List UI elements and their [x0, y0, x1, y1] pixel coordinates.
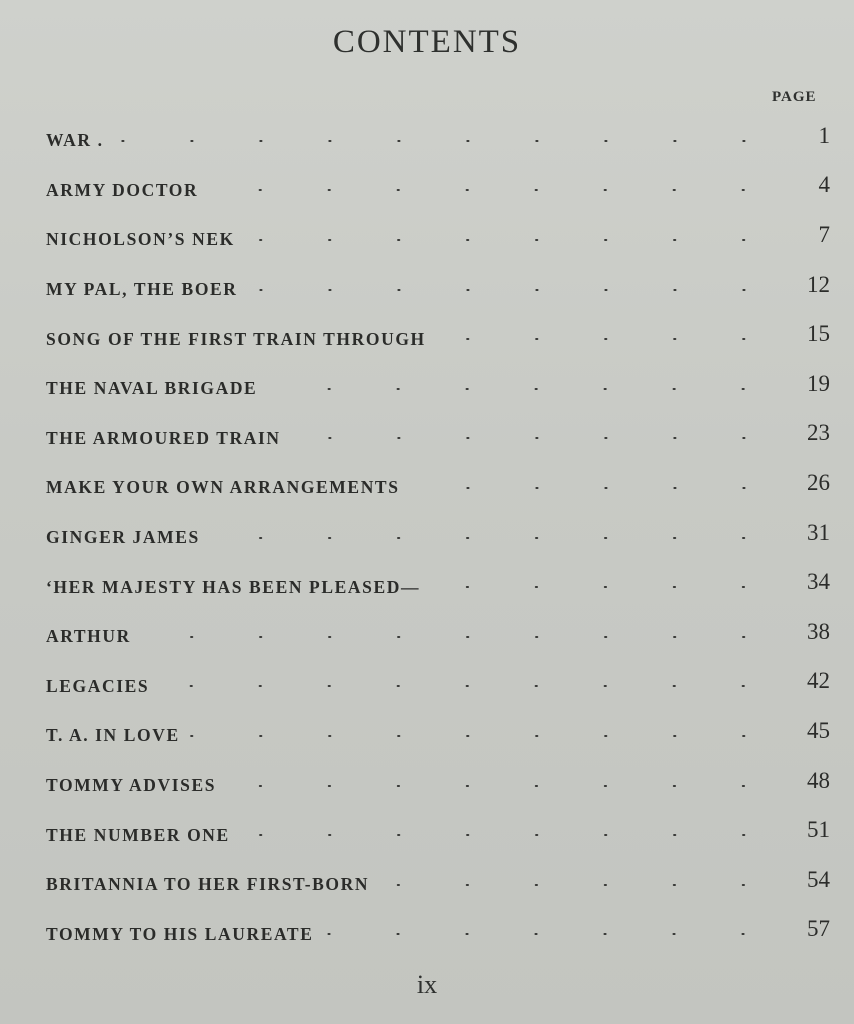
toc-entry [46, 513, 830, 563]
toc-entry [46, 265, 830, 315]
toc-entry-title: NICHOLSON’S NEK [46, 229, 235, 250]
toc-entry-page: 23 [807, 420, 830, 446]
toc-entry-title: ARMY DOCTOR [46, 179, 199, 200]
toc-entry [46, 116, 830, 166]
toc-entry [46, 662, 830, 712]
toc-entry-title: THE NAVAL BRIGADE [46, 378, 258, 399]
toc-entry [46, 612, 830, 662]
toc-entry-page: 57 [807, 916, 830, 942]
toc-entry-title: ‘HER MAJESTY HAS BEEN PLEASED— [46, 576, 421, 597]
toc-entry [46, 414, 830, 464]
toc-entry-title: THE ARMOURED TRAIN [46, 427, 281, 448]
toc-entry-page: 51 [807, 817, 830, 843]
dot-leader [267, 388, 778, 390]
toc-entry-title: TOMMY TO HIS LAUREATE [46, 923, 314, 944]
dot-leader [248, 289, 778, 291]
page-number-folio: ix [416, 970, 438, 999]
toc-entry-page: 7 [818, 221, 830, 247]
toc-entry-page: 1 [818, 122, 830, 148]
dot-leader [323, 933, 778, 935]
toc-entry-page: 4 [818, 172, 830, 198]
dot-leader [190, 735, 778, 737]
toc-entry [46, 761, 830, 811]
toc-entry-title: MY PAL, THE BOER [46, 279, 238, 300]
dot-leader [379, 884, 778, 886]
toc-entry-page: 26 [807, 469, 830, 495]
dot-leader [226, 785, 778, 787]
toc-entry-title: ARTHUR [46, 626, 131, 647]
toc-entry-page: 54 [807, 866, 830, 892]
toc-entry-page: 15 [807, 321, 830, 347]
dot-leader [436, 338, 778, 340]
dot-leader [210, 537, 778, 539]
toc-entry-page: 38 [807, 618, 830, 644]
toc-entry-page: 34 [807, 569, 830, 595]
toc-entry [46, 711, 830, 761]
toc-entry-page: 31 [807, 519, 830, 545]
toc-entry [46, 215, 830, 265]
page-title: CONTENTS [332, 24, 522, 60]
toc-entry-title: TOMMY ADVISES [46, 775, 217, 796]
toc-entry-title: GINGER JAMES [46, 527, 200, 548]
toc-entry [46, 364, 830, 414]
toc-entry-title: THE NUMBER ONE [46, 824, 230, 845]
toc-entry-title: WAR . [46, 130, 104, 151]
page-column-label: PAGE [772, 89, 817, 105]
toc-entry [46, 860, 830, 910]
toc-entry-title: LEGACIES [46, 675, 150, 696]
dot-leader [291, 437, 778, 439]
toc-entry [46, 910, 830, 960]
toc-entry-title: MAKE YOUR OWN ARRANGEMENTS [46, 477, 400, 498]
dot-leader [114, 140, 778, 142]
toc-entry [46, 463, 830, 513]
toc-entry [46, 810, 830, 860]
toc-entry-page: 12 [807, 271, 830, 297]
toc-entry-title: SONG OF THE FIRST TRAIN THROUGH [46, 328, 426, 349]
dot-leader [159, 685, 778, 687]
toc-entry-title: BRITANNIA TO HER FIRST-BORN [46, 874, 370, 895]
toc-entry-page: 19 [807, 370, 830, 396]
toc-entry-title: T. A. IN LOVE [46, 725, 180, 746]
contents-list [46, 116, 830, 959]
toc-entry [46, 314, 830, 364]
toc-entry [46, 166, 830, 216]
toc-entry-page: 48 [807, 767, 830, 793]
toc-entry-page: 45 [807, 717, 830, 743]
dot-leader [208, 189, 778, 191]
dot-leader [141, 636, 778, 638]
dot-leader [430, 586, 778, 588]
dot-leader [240, 834, 778, 836]
dot-leader [245, 239, 778, 241]
dot-leader [410, 487, 778, 489]
toc-entry-page: 42 [807, 668, 830, 694]
toc-entry [46, 562, 830, 612]
